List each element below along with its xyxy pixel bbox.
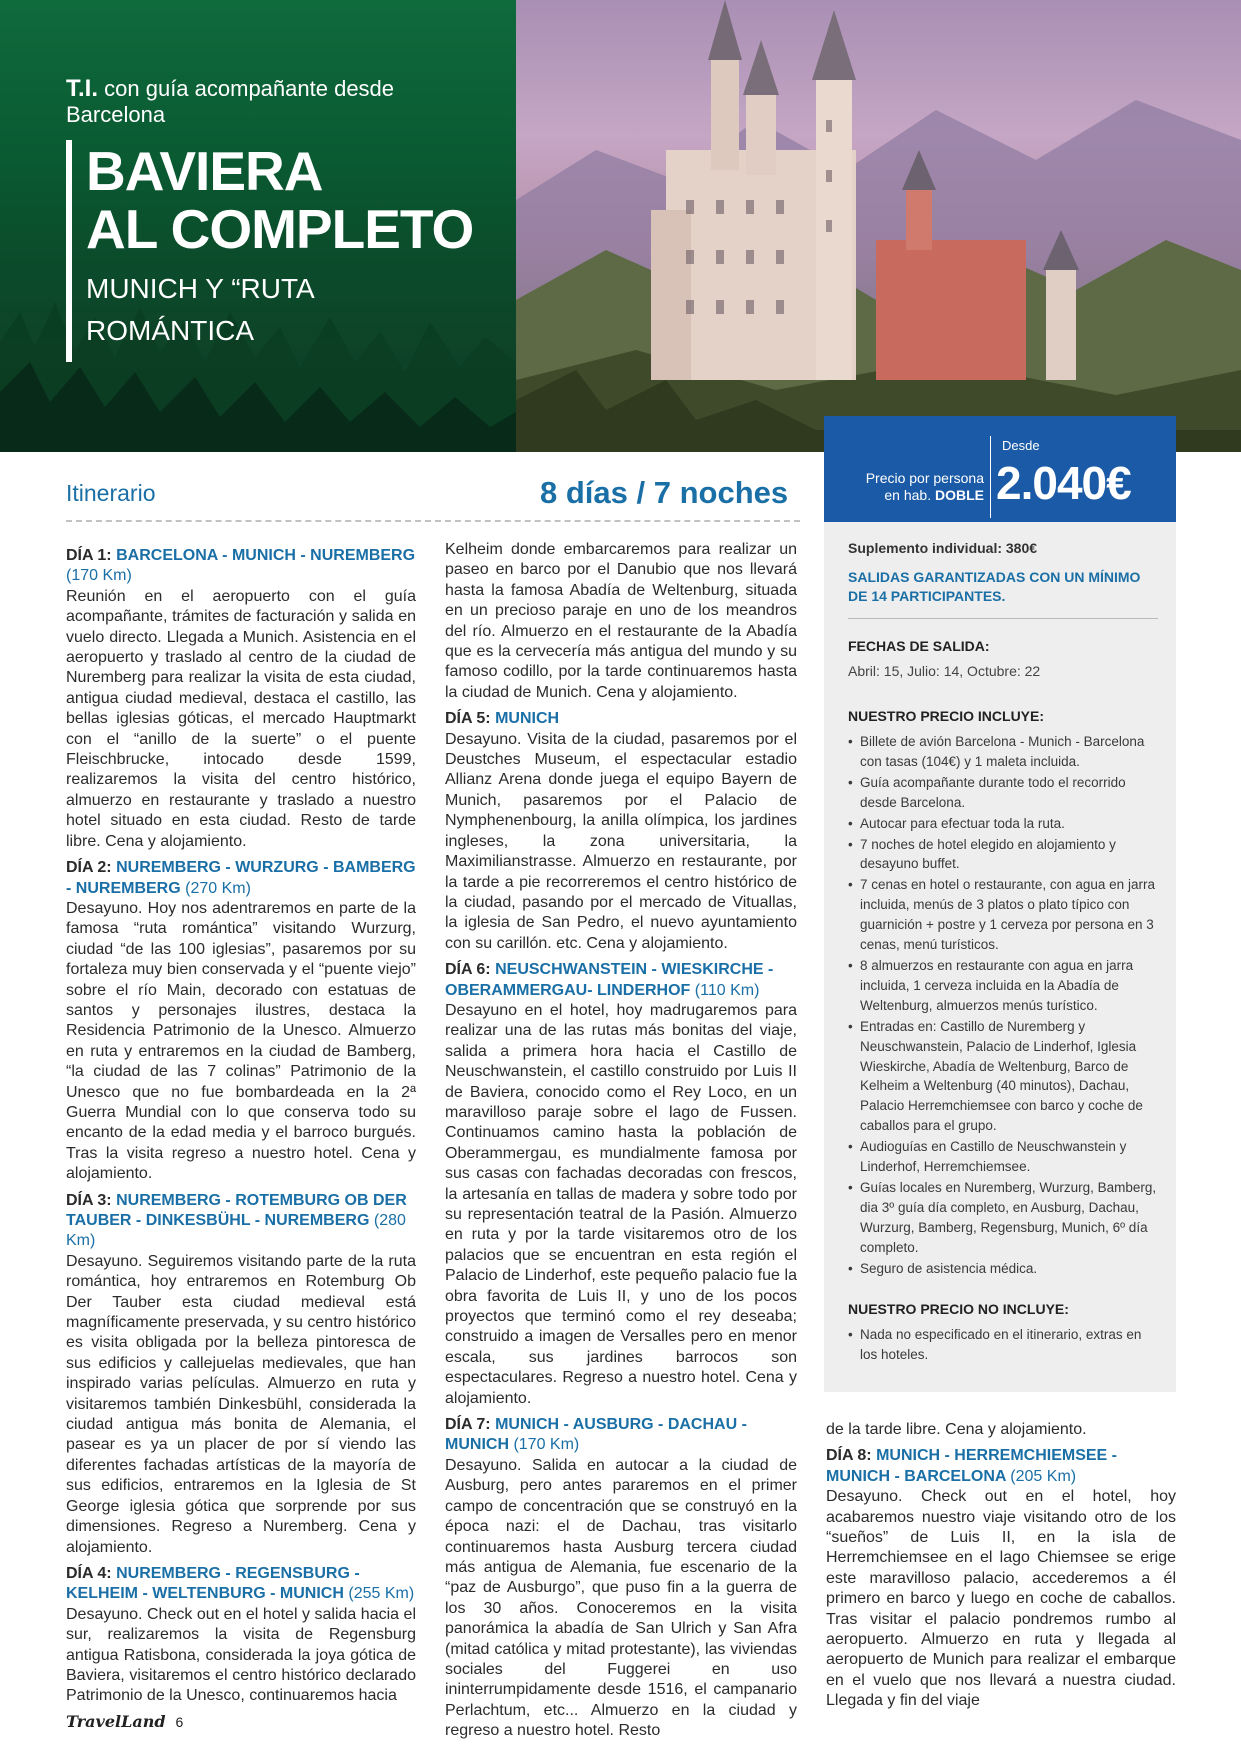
day-route: NUREMBERG - ROTEMBURG OB DER TAUBER - DINKESBÜHL - NUREMBERG <box>66 1191 407 1229</box>
page-number: 6 <box>175 1714 184 1730</box>
single-supplement: Suplemento individual: 380€ <box>848 540 1038 556</box>
day-description: Desayuno. Check out en el hotel y salida hacia el sur, realizaremos la visita de Regensburg antigua Ratisbona, considerada la joya gótica de Baviera, visitaremos el centro histórico declarado Patrimonio de la Unesco, continuaremos hacia <box>66 1605 416 1705</box>
day-heading <box>445 960 797 1001</box>
day-number: DÍA 4: <box>66 1564 112 1582</box>
page-subtitle <box>86 268 315 352</box>
departure-dates-title: FECHAS DE SALIDA: <box>848 638 990 654</box>
tour-type-city: Barcelona <box>66 102 166 127</box>
side-panel <box>848 535 1158 1387</box>
page-footer <box>66 1712 183 1732</box>
day-description: Desayuno. Visita de la ciudad, pasaremos por el Deustches Museum, el espectacular estadio Allianz Arena donde juega el equipo Bayern de Munich, pasaremos por el Palacio de Nymphenenbourg, la anilla olímpica, los jardines ingleses, la zona universitaria, la Maximilianstrasse. Almuerzo en restaurante, por la tarde a pie recorreremos el centro histórico de la ciudad, pasando por el mercado de Vituallas, la iglesia de San Pedro, el nuevo ayuntamiento con su carillón. etc. Cena y alojamiento. <box>445 730 797 952</box>
day-route: MUNICH - HERREMCHIEMSEE - MUNICH - BARCELONA <box>826 1447 1117 1485</box>
day-heading <box>66 1564 416 1605</box>
departure-dates: Abril: 15, Julio: 14, Octubre: 22 <box>848 663 1041 679</box>
day-distance: (270 Km) <box>185 879 251 897</box>
brand-logo: TravelLand <box>66 1712 166 1731</box>
price-label-line-2 <box>834 487 984 504</box>
not-included-title: NUESTRO PRECIO NO INCLUYE: <box>848 1301 1069 1318</box>
day-description: Desayuno. Seguiremos visitando parte de la ruta romántica, hoy entraremos en Rotemburg Ob Der Tauber esta ciudad medieval está magníficamente preservada, y su centro histórico es visita obligada por la belleza pintoresca de sus edificios y callejuelas medievales, que han inspirado varias películas. Almuerzo en ruta y visitaremos también Dinkesbühl, considerada la ciudad antigua más bonita de Alemania, el pasear es ya un placer de por sí viendo las diferentes fachadas artísticas de la mayoría de sus edificios, entraremos en la Iglesia de St George iglesia gótica que sorprende por sus dimensiones. Regreso a Nuremberg. Cena y alojamiento. <box>66 1252 416 1556</box>
side-divider <box>848 618 1158 619</box>
includes-item: • Guía acompañante durante todo el recorrido desde Barcelona. <box>848 773 1158 813</box>
price-room-prefix: en hab. <box>884 487 932 503</box>
page-title <box>86 142 473 258</box>
guaranteed-departures: SALIDAS GARANTIZADAS CON UN MÍNIMO DE 14 PARTICIPANTES. <box>848 569 1141 604</box>
day-route: BARCELONA - MUNICH - NUREMBERG <box>116 547 416 564</box>
day-number: DÍA 6: <box>445 961 491 979</box>
day-number: DÍA 3: <box>66 1191 112 1209</box>
title-accent-bar <box>66 140 72 362</box>
castle-photo <box>516 0 1241 452</box>
itinerary-divider <box>66 520 800 522</box>
day-description-continued: Kelheim donde embarcaremos para realizar un paseo en barco por el Danubio que nos llevará hasta la famosa Abadía de Weltenburg, situada en un precioso paraje en uno de los meandros del río. Almuerzo en el restaurante de la Abadía que es la cervecería más antigua del mundo y su famoso codillo, por la tarde continuaremos hasta la ciudad de Munich. Cena y alojamiento. <box>445 541 797 701</box>
day-number: DÍA 8: <box>826 1447 872 1465</box>
itinerary-label: Itinerario <box>66 480 156 506</box>
castle-illustration <box>516 0 1241 452</box>
day-description: Desayuno en el hotel, hoy madrugaremos para realizar una de las rutas más bonitas del viaje, salida a primera hora hacia el Castillo de Neuschwanstein, el castillo construido por Luis II de Baviera, conocido como el Rey Loco, en un maravilloso paraje sobre el lago de Fussen. Continuamos camino hasta la población de Oberammergau, es mundialmente famosa por sus casas con fachadas decoradas con frescos, la artesanía en tallas de madera y sobre todo por su representación teatral de la Pasión. Almuerzo en ruta y por la tarde visitaremos otro de los palacios que se encuentran en esta región el Palacio de Linderhof, este pequeño palacio fue la obra favorita de Luis II, y uno de los pocos proyectos que terminó como el rey deseaba; construido a imagen de Versalles pero en menor escala, sus jardines barrocos son espectaculares. Regreso a nuestro hotel. Cena y alojamiento. <box>445 1001 797 1407</box>
day-heading <box>445 1415 797 1456</box>
tour-type <box>66 76 394 128</box>
includes-title: NUESTRO PRECIO INCLUYE: <box>848 708 1045 724</box>
includes-item: • Autocar para efectuar toda la ruta. <box>848 814 1158 834</box>
tour-type-desc: con guía acompañante desde <box>104 76 395 101</box>
day-route: MUNICH <box>495 710 560 728</box>
title-line-1: BAVIERA <box>86 140 323 202</box>
subtitle-line-2: ROMÁNTICA <box>86 315 254 346</box>
day-distance: (110 Km) <box>694 981 760 999</box>
price-box <box>824 416 1176 522</box>
day-route: NEUSCHWANSTEIN - WIESKIRCHE - OBERAMMERGAU- LINDERHOF <box>445 961 774 999</box>
day-route: MUNICH - AUSBURG - DACHAU - MUNICH <box>445 1416 747 1454</box>
day-number: DÍA 1: <box>66 547 112 564</box>
includes-item: • 7 noches de hotel elegido en alojamiento y desayuno buffet. <box>848 835 1158 875</box>
itinerary-column-3 <box>826 1420 1176 1718</box>
day-description: Desayuno. Hoy nos adentraremos en parte de la famosa “ruta romántica” visitando Wurzurg, ciudad “de las 100 iglesias”, pasaremos por su fortaleza muy bien conservada y el “puente viejo” sobre el río Main, decorado con estatuas de santos y personajes ilustres, destaca la Residencia Patrimonio de la Unesco. Almuerzo en ruta y entraremos en la ciudad de Bamberg, “la ciudad de las 7 colinas” Patrimonio de la Unesco que no fue bombardeada en la 2ª Guerra Mundial con lo que conserva todo su encanto de la edad media y el barroco burgués. Tras la visita regreso a nuestro hotel. Cena y alojamiento. <box>66 899 416 1183</box>
day-number: DÍA 2: <box>66 859 112 877</box>
day-heading <box>66 1191 416 1252</box>
day-distance: (170 Km) <box>66 567 132 585</box>
day-route: NUREMBERG - REGENSBURG - KELHEIM - WELTENBURG - MUNICH <box>66 1564 360 1603</box>
day-distance: (255 Km) <box>348 1585 415 1603</box>
day-distance: (170 Km) <box>513 1436 580 1454</box>
not-included-list <box>848 1325 1158 1365</box>
day-description: Desayuno. Salida en autocar a la ciudad de Ausburg, pero antes pararemos en el primer campo de concentración que se construyó en la época nazi: el de Dachau, tras visitarlo continuaremos hasta Ausburg tercera ciudad más antigua de Alemania, fue escenario de la “paz de Ausburgo”, que puso fin a la guerra de los 30 años. Conoceremos en la visita panorámica la abadía de San Ulrich y San Afra (mitad católica y mitad protestante), las viviendas sociales del Fuggerei en uso ininterrumpidamente desde 1516, el campanario Perlachtum, etc... Almuerzo en la ciudad y regreso a nuestro hotel. Resto <box>445 1456 797 1740</box>
price-from-label: Desde <box>1002 438 1040 453</box>
day-number: DÍA 7: <box>445 1416 491 1434</box>
tour-type-code: T.I. <box>66 75 99 102</box>
subtitle-line-1: MUNICH Y “RUTA <box>86 273 315 304</box>
day-heading <box>66 546 416 587</box>
day-heading <box>826 1446 1176 1487</box>
itinerary-column-1 <box>66 540 416 1713</box>
itinerary-duration: 8 días / 7 noches <box>540 475 789 510</box>
price-value: 2.040€ <box>996 457 1131 509</box>
itinerary-column-2 <box>445 540 797 1748</box>
day-number: DÍA 5: <box>445 710 491 728</box>
includes-item: • 8 almuerzos en restaurante con agua en jarra incluida, 1 cerveza incluida en la Abadía de Weltenburg, almuerzos menús turístico. <box>848 956 1158 1016</box>
price-label <box>834 470 984 504</box>
price-divider <box>990 436 991 518</box>
day-heading <box>66 858 416 899</box>
day-description: Desayuno. Check out en el hotel, hoy acabaremos nuestro viaje visitando otro de los “sueños” de Luis II, en la isla de Herremchiemsee en el lago Chiemsee se erige este maravilloso palacio, accederemos a él primero en barco y luego en coche de caballos. Tras visitar el palacio pondremos rumbo al aeropuerto. Almuerzo en ruta y llegada al aeropuerto de Munich para realizar el embarque en el vuelo que nos llevará a nuestra ciudad. Llegada y fin del viaje <box>826 1488 1176 1710</box>
includes-list <box>848 732 1158 1278</box>
includes-item: • Billete de avión Barcelona - Munich - Barcelona con tasas (104€) y 1 maleta incluida. <box>848 732 1158 772</box>
price-room-type: DOBLE <box>935 487 984 503</box>
includes-item: • Guías locales en Nuremberg, Wurzurg, Bamberg, dia 3º guía día completo, en Ausburg, Dachau, Wurzurg, Bamberg, Regensburg, Munich, 6º día completo. <box>848 1178 1158 1258</box>
day-heading <box>445 709 797 729</box>
includes-item: • Seguro de asistencia médica. <box>848 1259 1158 1279</box>
day-distance: (205 Km) <box>1010 1467 1077 1485</box>
includes-item: • Entradas en: Castillo de Nuremberg y Neuschwanstein, Palacio de Linderhof, Iglesia Wieskirche, Abadía de Weltenburg, Barco de Kelheim a Weltenburg (40 minutos), Dachau, Palacio Herremchiemsee con barco y coche de caballos para el grupo. <box>848 1017 1158 1136</box>
day-route: NUREMBERG - WURZURG - BAMBERG - NUREMBERG <box>66 859 416 897</box>
hero-banner <box>0 0 1241 452</box>
includes-item: • Audioguías en Castillo de Neuschwanstein y Linderhof, Herremchiemsee. <box>848 1137 1158 1177</box>
day-description: Reunión en el aeropuerto con el guía acompañante, trámites de facturación y salida en vuelo directo. Llegada a Munich. Asistencia en el aeropuerto y traslado al centro de la ciudad de Nuremberg para realizar la visita de esta ciudad, antigua ciudad medieval, destaca el castillo, las bellas iglesias góticas, el mercado Hauptmarkt con el “anillo de la suerte” o el puente Fleischbrucke, intocado desde 1599, realizaremos la visita del centro histórico, almuerzo en restaurante y traslado a nuestro hotel situado en esta ciudad. Resto de tarde libre. Cena y alojamiento. <box>66 587 416 850</box>
includes-item: • 7 cenas en hotel o restaurante, con agua en jarra incluida, menús de 3 platos o plato típico con guarnición + postre y 1 cerveza por persona en 3 cenas, menú turísticos. <box>848 875 1158 955</box>
day-description-continued: de la tarde libre. Cena y alojamiento. <box>826 1421 1087 1438</box>
title-line-2: AL COMPLETO <box>86 198 474 260</box>
not-included-item: • Nada no especificado en el itinerario, extras en los hoteles. <box>848 1325 1158 1365</box>
price-label-line-1: Precio por persona <box>865 470 984 486</box>
day-distance: (280 Km) <box>66 1212 406 1250</box>
